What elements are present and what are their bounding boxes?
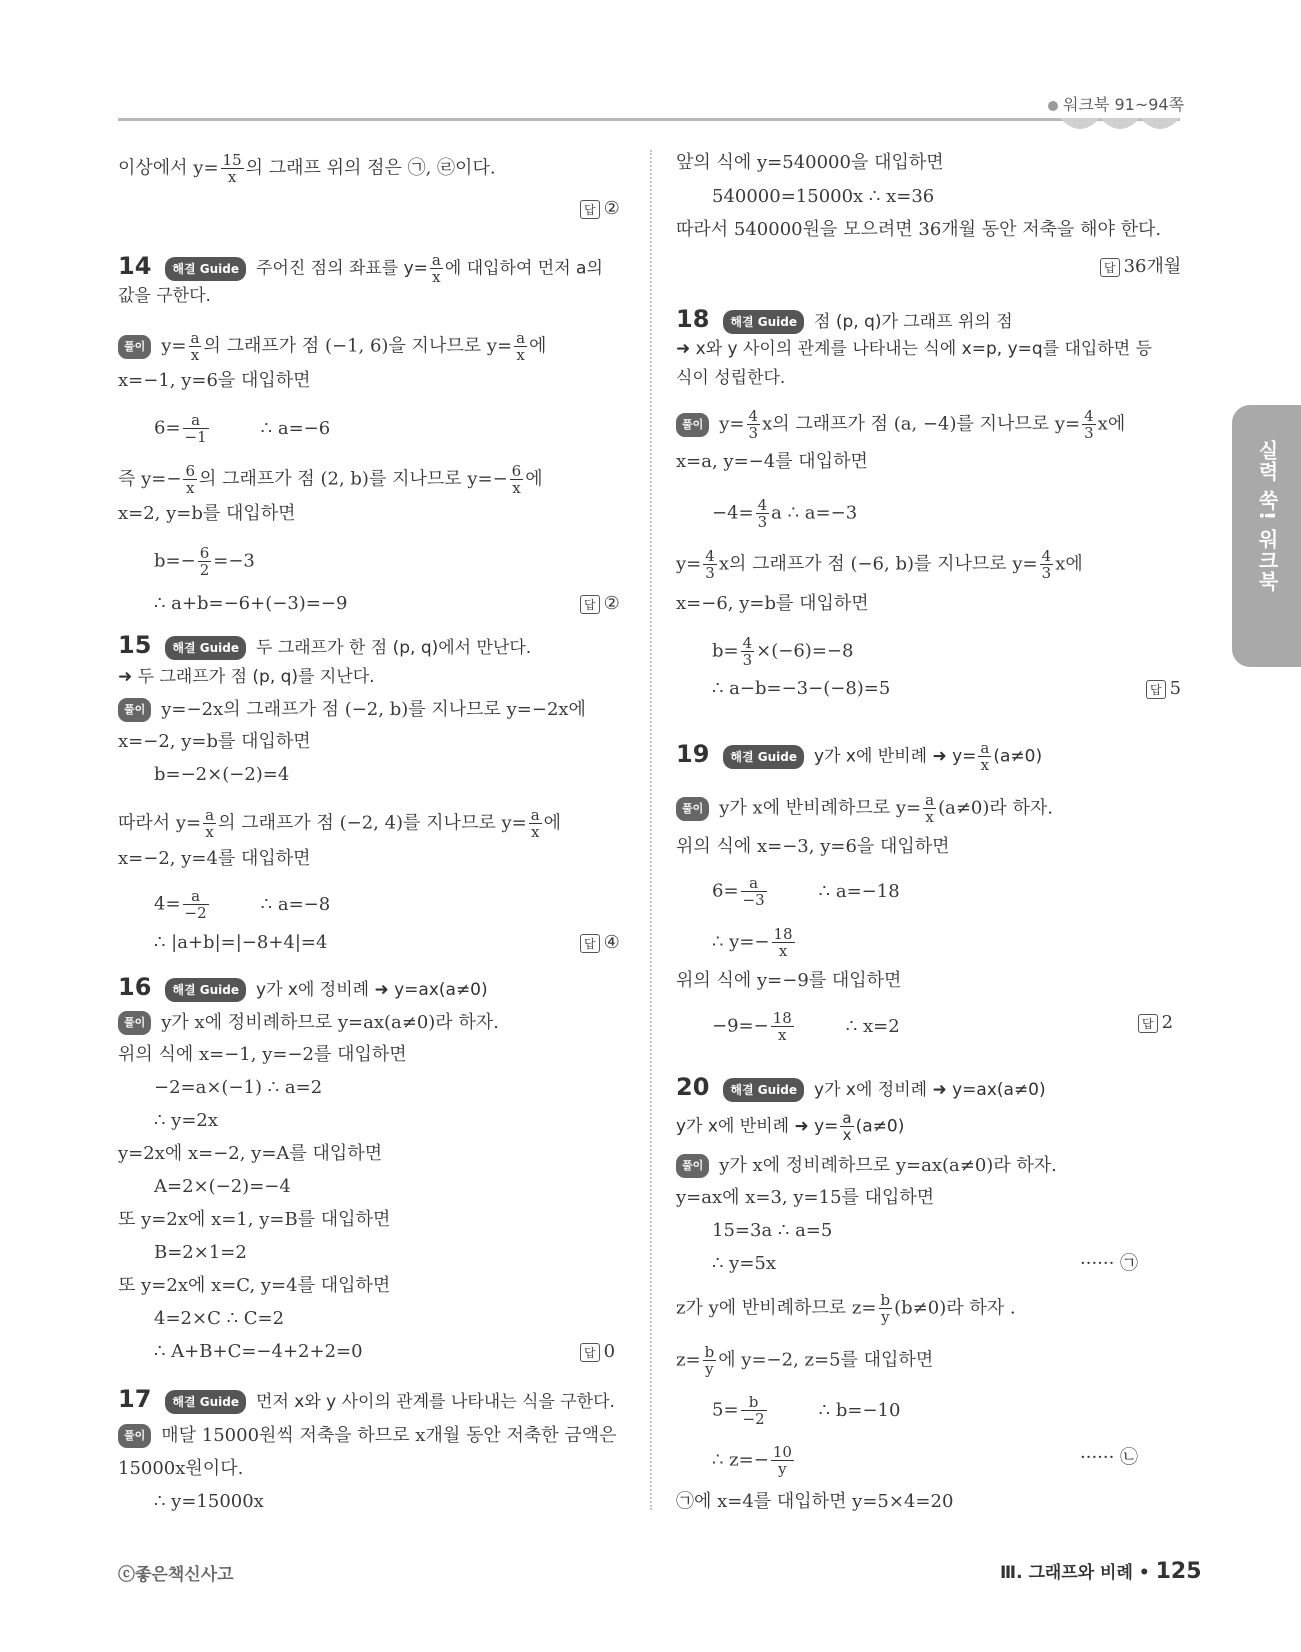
problem-15-line1: 풀이 y=−2x의 그래프가 점 (−2, b)를 지나므로 y=−2x에 bbox=[118, 698, 586, 722]
problem-15-line7: ∴ |a+b|=|−8+4|=4 bbox=[154, 932, 328, 953]
problem-18-guide-cont1: ➜ x와 y 사이의 관계를 나타내는 식에 x=p, y=q를 대입하면 등 bbox=[676, 339, 1153, 359]
answer-15: 답 ④ bbox=[580, 932, 620, 953]
solution-badge: 풀이 bbox=[676, 797, 709, 821]
problem-19-line6: −9=− $\frac{18}{x}$ ∴ x=2 bbox=[712, 1009, 900, 1044]
problem-18-header: 18 해결 Guide 점 (p, q)가 그래프 위의 점 bbox=[676, 305, 1013, 333]
answer-icon: 답 bbox=[1138, 1014, 1158, 1033]
solution-badge: 풀이 bbox=[118, 1011, 151, 1035]
guide-badge: 해결 Guide bbox=[723, 1078, 804, 1102]
solution-badge: 풀이 bbox=[118, 335, 151, 359]
problem-14-line7: ∴ a+b=−6+(−3)=−9 bbox=[154, 593, 348, 614]
problem-16-line2: 위의 식에 x=−1, y=−2를 대입하면 bbox=[118, 1044, 407, 1065]
problem-16-line10: 4=2×C ∴ C=2 bbox=[154, 1308, 285, 1329]
problem-16-line8: B=2×1=2 bbox=[154, 1242, 247, 1263]
answer-icon: 답 bbox=[580, 934, 600, 953]
problem-14-line6: b=− $\frac{6}{2}$ =−3 bbox=[154, 544, 255, 579]
problem-15-line2: x=−2, y=b를 대입하면 bbox=[118, 731, 311, 752]
problem-14-line3: 6= $\frac{a}{-1}$ ∴ a=−6 bbox=[154, 411, 331, 446]
problem-17-line1: 풀이 매달 15000원씩 저축을 하므로 x개월 동안 저축한 금액은 bbox=[118, 1424, 617, 1448]
problem-14-line1: 풀이 y= $\frac{a}{x}$ 의 그래프가 점 (−1, 6)을 지나므로 y= $\frac{a}{x}$ 에 bbox=[118, 330, 546, 363]
page-reference: 워크북 91~94쪽 bbox=[1048, 92, 1184, 115]
problem-16-line4: ∴ y=2x bbox=[154, 1110, 219, 1131]
problem-15-line3: b=−2×(−2)=4 bbox=[154, 764, 290, 785]
problem-15-guide-cont: ➜ 두 그래프가 점 (p, q)를 지난다. bbox=[118, 667, 375, 687]
problem-18-line5: x=−6, y=b를 대입하면 bbox=[676, 593, 869, 614]
column-divider bbox=[650, 150, 652, 1510]
solution-badge: 풀이 bbox=[118, 1424, 151, 1448]
problem-16-line6: A=2×(−2)=−4 bbox=[154, 1176, 291, 1197]
problem-15-line5: x=−2, y=4를 대입하면 bbox=[118, 848, 311, 869]
section-title: Ⅲ. 그래프와 비례 • bbox=[1000, 1563, 1150, 1583]
problem-20-line6: z= $\frac{b}{y}$ 에 y=−2, z=5를 대입하면 bbox=[676, 1343, 934, 1378]
problem-20-line2: y=ax에 x=3, y=15를 대입하면 bbox=[676, 1187, 935, 1208]
problem-14-guide-cont: 값을 구한다. bbox=[118, 286, 211, 306]
page-number: 125 bbox=[1155, 1559, 1202, 1584]
problem-16-line11: ∴ A+B+C=−4+2+2=0 bbox=[154, 1341, 363, 1362]
problem-16-line3: −2=a×(−1) ∴ a=2 bbox=[154, 1077, 323, 1098]
answer-16: 답 0 bbox=[580, 1341, 615, 1362]
problem-17-header: 17 해결 Guide 먼저 x와 y 사이의 관계를 나타내는 식을 구한다. bbox=[118, 1385, 615, 1413]
bullet-icon bbox=[1048, 101, 1058, 111]
solution-badge: 풀이 bbox=[118, 698, 151, 722]
problem-19-line3: 6= $\frac{a}{-3}$ ∴ a=−18 bbox=[712, 874, 900, 909]
side-tab-label: 실력 쑥! 워크북 bbox=[1255, 440, 1279, 593]
problem-18-line4: y= $\frac{4}{3}$ x의 그래프가 점 (−6, b)를 지나므로 y= $\frac{4}{3}$ x에 bbox=[676, 547, 1083, 582]
problem-14-header: 14 해결 Guide 주어진 점의 좌표를 y= $\frac{a}{x}$ 에 대입하여 먼저 a의 bbox=[118, 251, 603, 286]
problem-20-line9: ㉠에 x=4를 대입하면 y=5×4=20 bbox=[676, 1491, 954, 1512]
fraction: $\frac{15}{x}$ bbox=[222, 151, 242, 186]
guide-badge: 해결 Guide bbox=[165, 636, 246, 660]
answer-19: 답 2 bbox=[1138, 1012, 1173, 1033]
answer-intro: 답 ② bbox=[580, 198, 620, 219]
equation-marker-2: ······ ㉡ bbox=[1080, 1447, 1139, 1468]
problem-18-line3: −4= $\frac{4}{3}$ a ∴ a=−3 bbox=[712, 496, 858, 531]
problem-16-line5: y=2x에 x=−2, y=A를 대입하면 bbox=[118, 1143, 383, 1164]
problem-17-cont-line3: 따라서 540000원을 모으려면 36개월 동안 저축을 해야 한다. bbox=[676, 219, 1162, 240]
answer-14: 답 ② bbox=[580, 593, 620, 614]
problem-16-line9: 또 y=2x에 x=C, y=4를 대입하면 bbox=[118, 1275, 391, 1296]
answer-icon: 답 bbox=[1146, 680, 1166, 699]
problem-20-line4: ∴ y=5x bbox=[712, 1253, 777, 1274]
problem-20-line3: 15=3a ∴ a=5 bbox=[712, 1220, 833, 1241]
answer-icon: 답 bbox=[580, 595, 600, 614]
problem-14-line4: 즉 y=− $\frac{6}{x}$ 의 그래프가 점 (2, b)를 지나므로 y=− $\frac{6}{x}$ 에 bbox=[118, 462, 543, 497]
equation-marker-1: ······ ㉠ bbox=[1080, 1253, 1139, 1274]
solution-badge: 풀이 bbox=[676, 1154, 709, 1178]
problem-20-header: 20 해결 Guide y가 x에 정비례 ➜ y=ax(a≠0) bbox=[676, 1073, 1046, 1101]
problem-15-line6: 4= $\frac{a}{-2}$ ∴ a=−8 bbox=[154, 887, 331, 922]
problem-20-line8: ∴ z=− $\frac{10}{y}$ bbox=[712, 1443, 792, 1478]
header-rule bbox=[118, 118, 1180, 121]
problem-20-line5: z가 y에 반비례하므로 z= $\frac{b}{y}$ (b≠0)라 하자 . bbox=[676, 1291, 1016, 1326]
problem-14-line5: x=2, y=b를 대입하면 bbox=[118, 503, 296, 524]
problem-15-header: 15 해결 Guide 두 그래프가 한 점 (p, q)에서 만난다. bbox=[118, 631, 532, 659]
problem-19-line4: ∴ y=− $\frac{18}{x}$ bbox=[712, 925, 793, 960]
problem-18-line1: 풀이 y= $\frac{4}{3}$ x의 그래프가 점 (a, −4)를 지나므로 y= $\frac{4}{3}$ x에 bbox=[676, 408, 1125, 441]
answer-18: 답 5 bbox=[1146, 678, 1181, 699]
problem-16-line7: 또 y=2x에 x=1, y=B를 대입하면 bbox=[118, 1209, 391, 1230]
problem-16-header: 16 해결 Guide y가 x에 정비례 ➜ y=ax(a≠0) bbox=[118, 973, 488, 1001]
problem-14-line2: x=−1, y=6을 대입하면 bbox=[118, 370, 311, 391]
problem-19-line1: 풀이 y가 x에 반비례하므로 y= $\frac{a}{x}$ (a≠0)라 하자. bbox=[676, 792, 1053, 825]
page-footer bbox=[1000, 1558, 1202, 1584]
guide-badge: 해결 Guide bbox=[723, 745, 804, 769]
problem-17-cont-line2: 540000=15000x ∴ x=36 bbox=[712, 186, 935, 207]
wave-decoration-icon bbox=[1060, 118, 1180, 134]
guide-badge: 해결 Guide bbox=[723, 310, 804, 334]
problem-17-cont-line1: 앞의 식에 y=540000을 대입하면 bbox=[676, 152, 944, 173]
problem-20-guide-cont: y가 x에 반비례 ➜ y= $\frac{a}{x}$ (a≠0) bbox=[676, 1109, 905, 1144]
problem-18-line7: ∴ a−b=−3−(−8)=5 bbox=[712, 678, 891, 699]
answer-17: 답 36개월 bbox=[1100, 252, 1181, 278]
answer-icon: 답 bbox=[1100, 258, 1120, 277]
guide-badge: 해결 Guide bbox=[165, 978, 246, 1002]
answer-icon: 답 bbox=[580, 200, 600, 219]
problem-15-line4: 따라서 y= $\frac{a}{x}$ 의 그래프가 점 (−2, 4)를 지나므로 y= $\frac{a}{x}$ 에 bbox=[118, 806, 562, 841]
problem-17-line2: 15000x원이다. bbox=[118, 1458, 244, 1479]
problem-17-line3: ∴ y=15000x bbox=[154, 1491, 264, 1512]
problem-19-line5: 위의 식에 y=−9를 대입하면 bbox=[676, 970, 902, 991]
solution-badge: 풀이 bbox=[676, 413, 709, 437]
problem-16-line1: 풀이 y가 x에 정비례하므로 y=ax(a≠0)라 하자. bbox=[118, 1011, 499, 1035]
problem-18-guide-cont2: 식이 성립한다. bbox=[676, 368, 786, 388]
answer-icon: 답 bbox=[580, 1343, 600, 1362]
problem-18-line2: x=a, y=−4를 대입하면 bbox=[676, 451, 868, 472]
problem-20-line7: 5= $\frac{b}{-2}$ ∴ b=−10 bbox=[712, 1393, 901, 1428]
problem-19-header: 19 해결 Guide y가 x에 반비례 ➜ y= $\frac{a}{x}$ (a≠0) bbox=[676, 739, 1043, 774]
problem-19-line2: 위의 식에 x=−3, y=6을 대입하면 bbox=[676, 836, 950, 857]
problem-18-line6: b= $\frac{4}{3}$ ×(−6)=−8 bbox=[712, 634, 854, 669]
problem-20-line1: 풀이 y가 x에 정비례하므로 y=ax(a≠0)라 하자. bbox=[676, 1154, 1057, 1178]
guide-badge: 해결 Guide bbox=[165, 1390, 246, 1414]
publisher: ⓒ좋은책신사고 bbox=[118, 1565, 234, 1585]
guide-badge: 해결 Guide bbox=[165, 257, 246, 281]
intro-line: 이상에서 y= $\frac{15}{x}$ 의 그래프 위의 점은 ㉠, ㉣이다. bbox=[118, 151, 496, 186]
